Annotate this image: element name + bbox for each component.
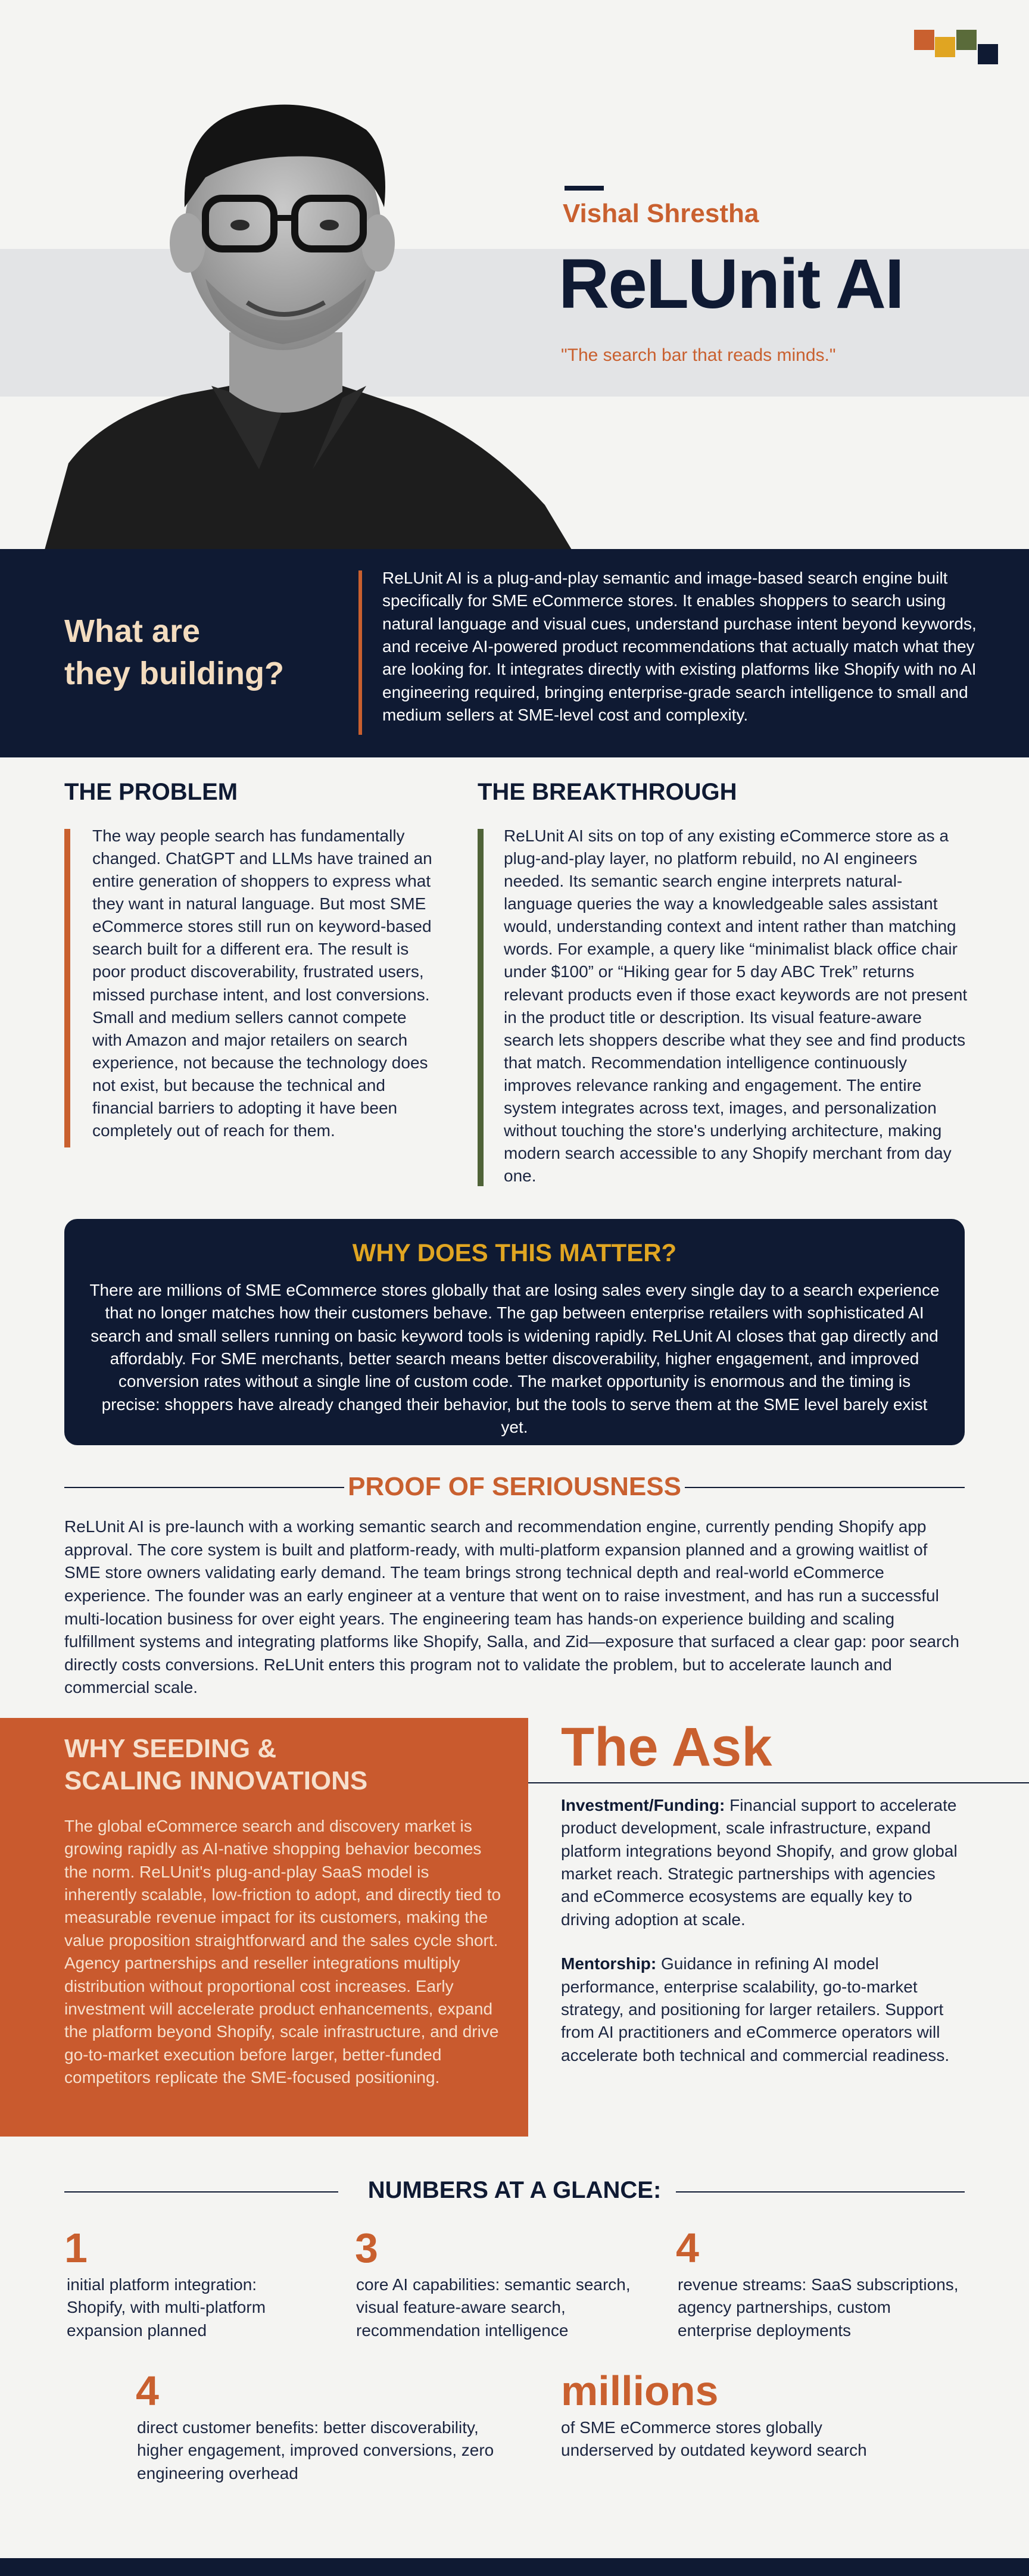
brand-square-green: [956, 30, 977, 50]
seeding-title: [64, 1733, 505, 1797]
building-divider: [358, 570, 362, 735]
company-name: ReLUnit AI: [559, 245, 903, 323]
stat-value: 3: [355, 2225, 378, 2271]
ask-rule: [528, 1782, 1029, 1783]
building-title-line1: What are: [64, 613, 201, 649]
breakthrough-text: ReLUnit AI sits on top of any existing eCommerce store as a plug-and-play layer, no platform rebuild, no AI engineers needed. Its semantic search engine interprets natural-language queries the way a knowledgeable sales assistant would, understanding context and intent rather than matching words. For example, a query like “minimalist black office chair under $100” or “Hiking gear for 5 day ABC Trek” returns relevant products even if those exact keywords are not present in the product title or description. Its visual feature-aware search lets shoppers describe what they see and find products that match. Recommendation intelligence continuously improves relevance ranking and engagement. The entire system integrates across text, images, and personalization without touching the store's underlying architecture, making modern search accessible to any Shopify merchant from day one.: [504, 827, 968, 1186]
why-matter-text: There are millions of SME eCommerce stores globally that are losing sales every single day to a search experience that no longer matches how their customers behave. The gap between enterprise retailers with sophisticated AI search and small sellers running on basic keyword tools is widening rapidly. ReLUnit AI closes that gap directly and affordably. For SME merchants, better search means better discoverability, higher engagement, and improved conversion rates without a single line of custom code. The market opportunity is enormous and the timing is precise: shoppers have already changed their behavior, but the tools to serve them at the SME level barely exist yet.: [89, 1281, 940, 1437]
problem-text: The way people search has fundamentally changed. ChatGPT and LLMs have trained an entire generation of shoppers to express what they want in natural language. But most SME eCommerce stores still run on keyword-based search built for a different era. The result is poor product discoverability, frustrated users, missed purchase intent, and lost conversions. Small and medium sellers cannot compete with Amazon and major retailers on search experience, not because the technology does not exist, but because the technical and financial barriers to adopting it have been completely out of reach for them.: [92, 827, 432, 1140]
stat-desc: of SME eCommerce stores globally underserved by outdated keyword search: [561, 2418, 867, 2460]
seeding-title-line1: WHY SEEDING &: [64, 1734, 277, 1763]
stat-value: 1: [64, 2225, 88, 2271]
building-title-line2: they building?: [64, 656, 284, 692]
seeding-text: The global eCommerce search and discovery market is growing rapidly as AI-native shopping behavior becomes the norm. ReLUnit's plug-and-play SaaS model is inherently scalable, low-friction to adopt, and directly tied to measurable revenue impact for its customers, making the value proposition straightforward and the sales cycle short. Agency partnerships and reseller integrations multiply distribution without proportional cost increases. Early investment will accelerate product enhancements, expand the platform beyond Shopify, scale infrastructure, and drive go-to-market execution before larger, better-funded competitors replicate the SME-focused positioning.: [64, 1817, 501, 2087]
building-text: ReLUnit AI is a plug-and-play semantic and image-based search engine built specifically for SME eCommerce stores. It enables shoppers to search using natural language and visual cues, understand purchase intent beyond keywords, and receive AI-powered product recommendations that actually match what they are looking for. It integrates directly with existing platforms like Shopify with no AI engineering required, bringing enterprise-grade search intelligence to small and medium sellers at SME-level cost and complexity.: [382, 569, 977, 725]
ask-mentorship-label: Mentorship:: [561, 1954, 657, 1973]
breakthrough-title: THE BREAKTHROUGH: [478, 779, 737, 805]
seeding-title-line2: SCALING INNOVATIONS: [64, 1766, 368, 1795]
problem-title: THE PROBLEM: [64, 779, 238, 805]
stat-value: millions: [561, 2368, 719, 2414]
proof-title: PROOF OF SERIOUSNESS: [348, 1472, 681, 1501]
stat-desc: revenue streams: SaaS subscriptions, agency partnerships, custom enterprise deployments: [678, 2275, 959, 2340]
hero-accent-dash: [565, 186, 604, 191]
ask-text: [561, 1794, 966, 2067]
numbers-title: NUMBERS AT A GLANCE:: [367, 2177, 662, 2203]
tagline: "The search bar that reads minds.": [561, 345, 836, 365]
ask-mentorship: [561, 1953, 966, 2067]
stat-value: 4: [136, 2368, 159, 2414]
brand-square-yellow: [935, 37, 955, 57]
breakthrough-rule: [478, 829, 484, 1186]
stat-desc: core AI capabilities: semantic search, visual feature-aware search, recommendation intelligence: [356, 2275, 631, 2340]
stat-desc: direct customer benefits: better discoverability, higher engagement, improved conversions, zero engineering overhead: [137, 2418, 494, 2483]
building-title: [64, 610, 374, 696]
stat-value: 4: [676, 2225, 699, 2271]
footer-band: [0, 2558, 1029, 2576]
ask-title: The Ask: [561, 1717, 772, 1777]
founder-name: Vishal Shrestha: [563, 199, 759, 228]
ask-mentorship-text: Guidance in refining AI model performance, enterprise scalability, go-to-market strategy, and positioning for larger retailers. Support from AI practitioners and eCommerce operators will accelerate both technical and commercial readiness.: [561, 1954, 950, 2064]
ask-investment-label: Investment/Funding:: [561, 1796, 725, 1814]
founder-photo: [33, 52, 578, 550]
ask-investment-text: Financial support to accelerate product development, scale infrastructure, expand platform integrations beyond Shopify, and grow global market reach. Strategic partnerships with agencies and eCommerce ecosystems are equally key to driving adoption at scale.: [561, 1796, 958, 1929]
brand-square-navy: [978, 44, 998, 64]
stat-desc: initial platform integration: Shopify, with multi-platform expansion planned: [67, 2275, 266, 2340]
brand-square-orange: [914, 30, 934, 50]
proof-text: ReLUnit AI is pre-launch with a working semantic search and recommendation engine, currently pending Shopify app approval. The core system is built and platform-ready, with multi-platform expansion planned and a growing waitlist of SME store owners validating early demand. The team brings strong technical depth and real-world eCommerce experience. The founder was an early engineer at a venture that went on to raise investment, and has run a successful multi-location business for over eight years. The engineering team has hands-on experience building and scaling fulfillment systems and integrating platforms like Shopify, Salla, and Zid—exposure that surfaced a clear gap: poor search directly costs conversions. ReLUnit enters this program not to validate the problem, but to accelerate launch and commercial scale.: [64, 1517, 959, 1697]
ask-investment: [561, 1794, 966, 1931]
why-matter-title: WHY DOES THIS MATTER?: [352, 1239, 677, 1267]
problem-rule: [64, 829, 70, 1147]
